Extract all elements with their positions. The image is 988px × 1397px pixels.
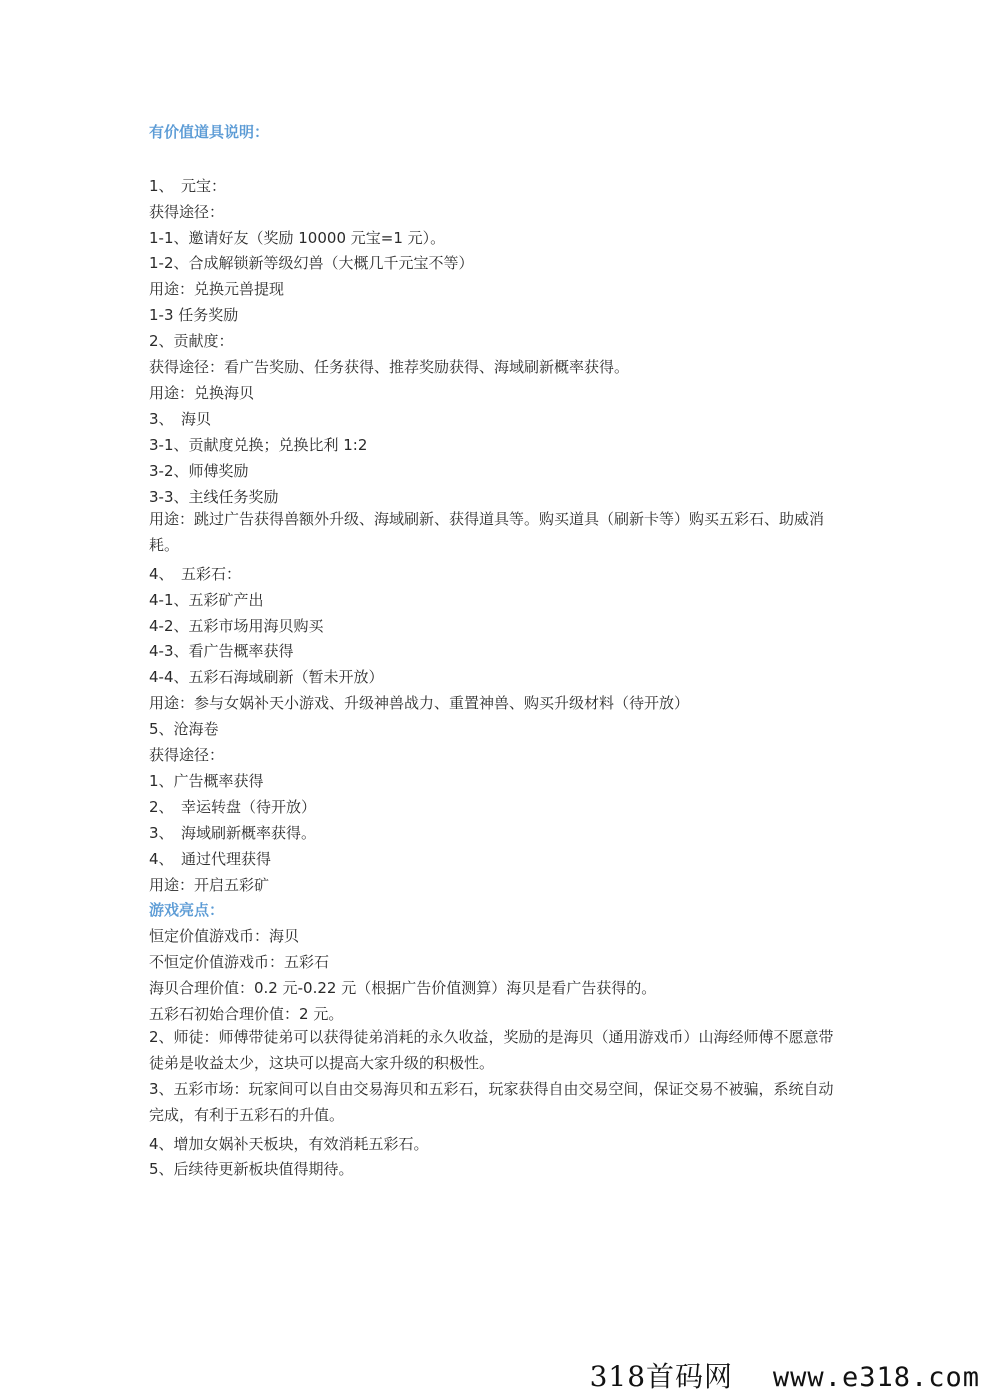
text-line: 2、贡献度：: [149, 332, 234, 350]
text-line: 5、沧海卷: [149, 720, 219, 738]
text-line: 获得途径：: [149, 746, 225, 764]
site-name: 318首码网: [589, 1360, 734, 1393]
text-line: 用途：兑换元兽提现: [149, 280, 285, 298]
text-line: 4-1、五彩矿产出: [149, 591, 264, 609]
text-line: 获得途径：看广告奖励、任务获得、推荐奖励获得、海域刷新概率获得。: [149, 358, 630, 376]
footer-watermark: [590, 1355, 980, 1395]
text-line: 恒定价值游戏币：海贝: [149, 927, 300, 945]
text-line: 1、广告概率获得: [149, 772, 264, 790]
text-line: 海贝合理价值：0.2 元-0.22 元（根据广告价值测算）海贝是看广告获得的。: [149, 979, 657, 997]
text-line: 4-4、五彩石海域刷新（暂未开放）: [149, 668, 384, 686]
section-title-valuable-items: 有价值道具说明：: [149, 123, 270, 141]
text-line: 4、 通过代理获得: [149, 850, 272, 868]
text-line: 用途：开启五彩矿: [149, 876, 270, 894]
text-line: 3-2、师傅奖励: [149, 462, 249, 480]
text-line: 3、 海域刷新概率获得。: [149, 824, 317, 842]
text-line: 获得途径：: [149, 203, 225, 221]
text-line: 不恒定价值游戏币：五彩石: [149, 953, 330, 971]
text-line: 1-2、合成解锁新等级幻兽（大概几千元宝不等）: [149, 254, 474, 272]
text-line: 五彩石初始合理价值：2 元。: [149, 1005, 344, 1023]
text-line: 4、增加女娲补天板块，有效消耗五彩石。: [149, 1135, 429, 1153]
text-paragraph: 3、五彩市场：玩家间可以自由交易海贝和五彩石，玩家获得自由交易空间，保证交易不被骗，系统自动完成，有利于五彩石的升值。: [149, 1080, 834, 1124]
text-line: 3-3、主线任务奖励: [149, 488, 279, 506]
text-line: 3、 海贝: [149, 410, 212, 428]
text-line: 5、后续待更新板块值得期待。: [149, 1160, 354, 1178]
text-line: 1-1、邀请好友（奖励 10000 元宝=1 元）。: [149, 229, 446, 247]
text-line: 1、 元宝：: [149, 177, 227, 195]
text-paragraph: 用途：跳过广告获得兽额外升级、海域刷新、获得道具等。购买道具（刷新卡等）购买五彩石、助威消耗。: [149, 510, 825, 554]
text-line: 4、 五彩石：: [149, 565, 242, 583]
text-line: 用途：参与女娲补天小游戏、升级神兽战力、重置神兽、购买升级材料（待开放）: [149, 694, 690, 712]
text-line: 3-1、贡献度兑换；兑换比利 1:2: [149, 436, 368, 454]
section-title-game-highlights: 游戏亮点：: [149, 901, 225, 919]
text-line: 4-3、看广告概率获得: [149, 642, 294, 660]
text-paragraph: 2、师徒：师傅带徒弟可以获得徒弟消耗的永久收益，奖励的是海贝（通用游戏币）山海经师傅不愿意带徒弟是收益太少，这块可以提高大家升级的积极性。: [149, 1028, 834, 1072]
text-line: 1-3 任务奖励: [149, 306, 239, 324]
site-url: www.e318.com: [772, 1362, 980, 1393]
text-line: 4-2、五彩市场用海贝购买: [149, 617, 324, 635]
text-line: 用途：兑换海贝: [149, 384, 255, 402]
text-line: 2、 幸运转盘（待开放）: [149, 798, 317, 816]
